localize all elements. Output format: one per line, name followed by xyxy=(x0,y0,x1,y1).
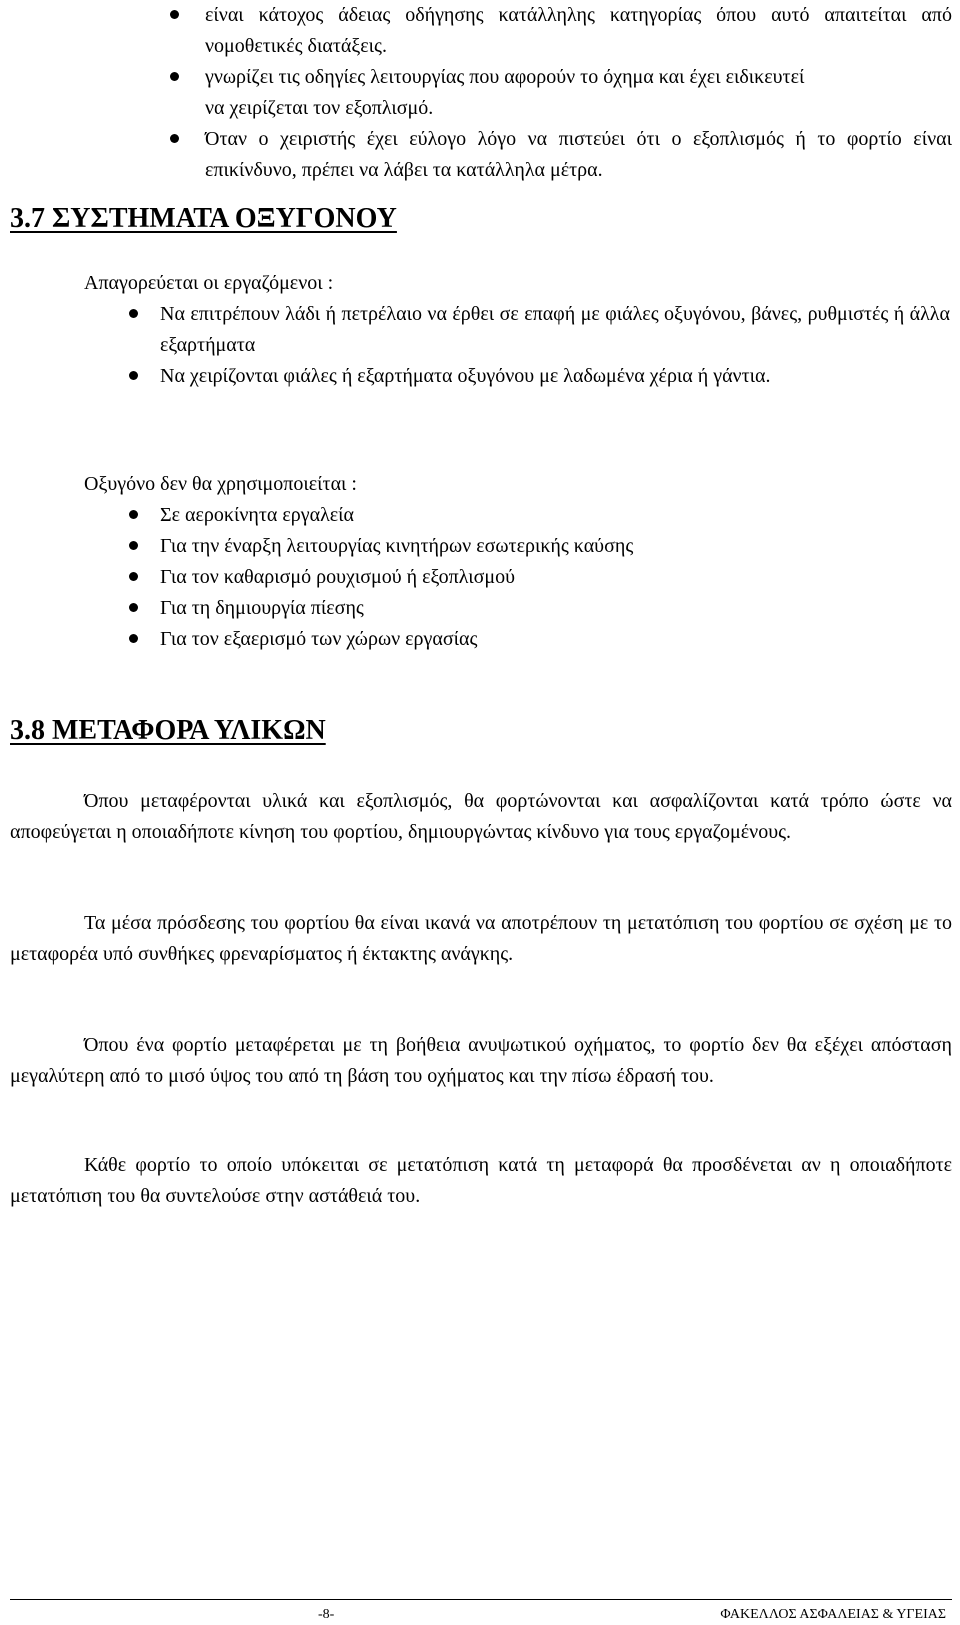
page-number: -8- xyxy=(318,1607,335,1622)
list-item: Όταν ο χειριστής έχει εύλογο λόγο να πιστεύει ότι ο εξοπλισμός ή το φορτίο είναι επικίνδυνο, πρέπει να λάβει τα κατάλληλα μέτρα. xyxy=(0,124,960,186)
top-bullet-list xyxy=(0,0,960,186)
list-item: Να επιτρέπουν λάδι ή πετρέλαιο να έρθει σε επαφή με φιάλες οξυγόνου, βάνες, ρυθμιστές ή άλλα εξαρτήματα xyxy=(0,299,960,361)
oxygen-list xyxy=(0,500,960,655)
list-item: Σε αεροκίνητα εργαλεία xyxy=(0,500,960,531)
section-heading-3-8: 3.8 ΜΕΤΑΦΟΡΑ ΥΛΙΚΩΝ xyxy=(10,715,326,746)
list-item: Για τον εξαερισμό των χώρων εργασίας xyxy=(0,624,960,655)
list-item: είναι κάτοχος άδειας οδήγησης κατάλληλης κατηγορίας όπου αυτό απαιτείται από νομοθετικές διατάξεις. xyxy=(0,0,960,62)
oxygen-intro: Οξυγόνο δεν θα χρησιμοποιείται : xyxy=(84,473,357,495)
page-footer xyxy=(10,1599,952,1622)
paragraph: Τα μέσα πρόσδεσης του φορτίου θα είναι ικανά να αποτρέπουν τη μετατόπιση του φορτίου σε σχέση με το μεταφορέα υπό συνθήκες φρεναρίσματος ή έκτακτης ανάγκης. xyxy=(10,912,952,965)
list-item: Να χειρίζονται φιάλες ή εξαρτήματα οξυγόνου με λαδωμένα χέρια ή γάντια. xyxy=(0,361,960,392)
paragraph: Κάθε φορτίο το οποίο υπόκειται σε μετατόπιση κατά τη μεταφορά θα προσδένεται αν η οποιαδήποτε μετατόπιση του θα συντελούσε στην αστάθειά του. xyxy=(10,1154,952,1207)
list-item: Για την έναρξη λειτουργίας κινητήρων εσωτερικής καύσης xyxy=(0,531,960,562)
paragraph: Όπου μεταφέρονται υλικά και εξοπλισμός, θα φορτώνονται και ασφαλίζονται κατά τρόπο ώστε να αποφεύγεται η οποιαδήποτε κίνηση του φορτίου, δημιουργώντας κίνδυνο για τους εργαζομένους. xyxy=(10,790,952,843)
footer-title: ΦΑΚΕΛΛΟΣ ΑΣΦΑΛΕΙΑΣ & ΥΓΕΙΑΣ xyxy=(720,1607,946,1622)
prohibited-intro: Απαγορεύεται οι εργαζόμενοι : xyxy=(84,272,334,294)
prohibited-list xyxy=(0,299,960,392)
list-item: Για τη δημιουργία πίεσης xyxy=(0,593,960,624)
list-item: Για τον καθαρισμό ρουχισμού ή εξοπλισμού xyxy=(0,562,960,593)
list-item: γνωρίζει τις οδηγίες λειτουργίας που αφορούν το όχημα και έχει ειδικευτεί να χειρίζεται τον εξοπλισμό. xyxy=(0,62,960,124)
paragraph: Όπου ένα φορτίο μεταφέρεται με τη βοήθεια ανυψωτικού οχήματος, το φορτίο δεν θα εξέχει απόσταση μεγαλύτερη από το μισό ύψος του από τη βάση του οχήματος και την πίσω έδρασή του. xyxy=(10,1034,952,1087)
section-heading-3-7: 3.7 ΣΥΣΤΗΜΑΤΑ ΟΞΥΓΟΝΟΥ xyxy=(10,203,397,234)
